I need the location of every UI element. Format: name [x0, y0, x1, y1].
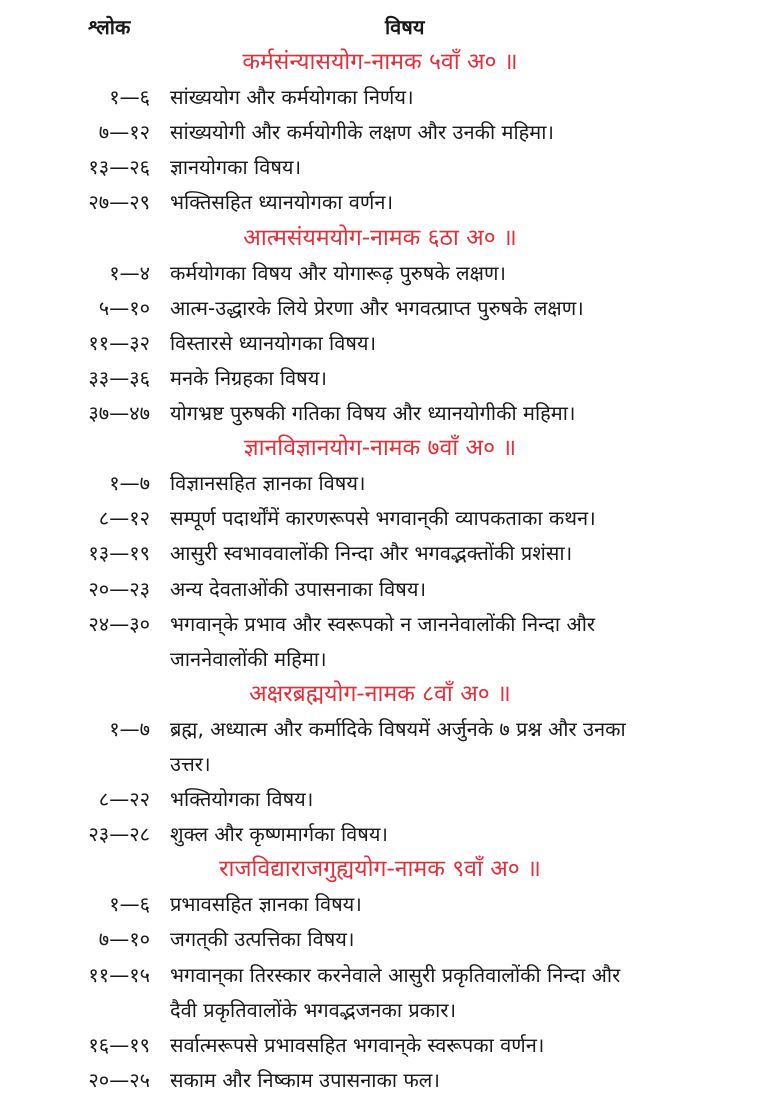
verse-range: १—४ — [109, 260, 150, 285]
subject-text: योगभ्रष्ट पुरुषकी गतिका विषय और ध्यानयोगीकी महिमा। — [170, 401, 576, 426]
verse-range: १३—१९ — [88, 541, 150, 566]
subject-text: भगवान्‌के प्रभाव और स्वरूपको न जाननेवालोंकी निन्दा और — [170, 611, 596, 636]
verse-row — [0, 607, 780, 642]
subject-text: सम्पूर्ण पदार्थोंमें कारणरूपसे भगवान्‌की व्यापकताका कथन। — [170, 506, 596, 531]
chapter-heading: राजविद्याराजगुह्ययोग-नामक ९वाँ अ० ॥ — [219, 856, 541, 883]
subject-text: कर्मयोगका विषय और योगारूढ़ पुरुषके लक्षण। — [170, 260, 506, 285]
subject-text: आत्म-उद्धारके लिये प्रेरणा और भगवत्प्राप्त पुरुषके लक्षण। — [170, 295, 584, 320]
verse-range: ५—१० — [98, 295, 150, 320]
verse-range: १—७ — [109, 471, 150, 496]
verse-range: ८—२२ — [98, 787, 150, 812]
column-headers — [0, 10, 780, 45]
verse-row — [0, 115, 780, 150]
chapter-heading: कर्मसंन्यासयोग-नामक ५वाँ अ० ॥ — [242, 49, 518, 76]
chapter-heading: ज्ञानविज्ञानयोग-नामक ७वाँ अ० ॥ — [243, 435, 517, 462]
verse-range: १६—१९ — [88, 1032, 150, 1057]
verse-row — [0, 712, 780, 747]
chapter-heading: आत्मसंयमयोग-नामक ६ठा अ० ॥ — [243, 224, 517, 251]
verse-row — [0, 536, 780, 571]
verse-row — [0, 326, 780, 361]
verse-row-continuation — [0, 993, 780, 1028]
chapter-heading: अक्षरब्रह्मयोग-नामक ८वाँ अ० ॥ — [249, 680, 511, 707]
verse-column-header: श्लोक — [88, 15, 131, 39]
verse-row-continuation — [0, 642, 780, 677]
verse-range: ३३—३६ — [88, 365, 150, 390]
subject-text: शुक्ल और कृष्णमार्गका विषय। — [170, 822, 389, 847]
subject-text: विस्तारसे ध्यानयोगका विषय। — [170, 330, 377, 355]
verse-row — [0, 501, 780, 536]
verse-range: २७—२९ — [88, 190, 150, 215]
verse-range: १३—२६ — [88, 155, 150, 180]
verse-range: ११—३२ — [88, 330, 150, 355]
subject-text: आसुरी स्वभाववालोंकी निन्दा और भगवद्भक्तोंकी प्रशंसा। — [170, 541, 573, 566]
verse-range: २०—२५ — [88, 1067, 150, 1092]
subject-text: प्रभावसहित ज्ञानका विषय। — [170, 892, 362, 917]
verse-row — [0, 922, 780, 957]
verse-row — [0, 466, 780, 501]
verse-row — [0, 817, 780, 852]
verse-range: ३७—४७ — [88, 401, 150, 426]
subject-text: सांख्ययोग और कर्मयोगका निर्णय। — [170, 85, 414, 110]
subject-text: विज्ञानसहित ज्ञानका विषय। — [170, 471, 366, 496]
subject-text-continued: दैवी प्रकृतिवालोंके भगवद्भजनका प्रकार। — [170, 997, 457, 1022]
subject-text: अन्य देवताओंकी उपासनाका विषय। — [170, 576, 427, 601]
verse-range: १—७ — [109, 716, 150, 741]
subject-text: भक्तियोगका विषय। — [170, 787, 314, 812]
verse-row — [0, 887, 780, 922]
verse-row — [0, 150, 780, 185]
subject-text: सांख्ययोगी और कर्मयोगीके लक्षण और उनकी महिमा। — [170, 120, 554, 145]
verse-row-continuation — [0, 747, 780, 782]
verse-row — [0, 958, 780, 993]
verse-row — [0, 80, 780, 115]
verse-row — [0, 1063, 780, 1098]
verse-row — [0, 782, 780, 817]
verse-range: ८—१२ — [98, 506, 150, 531]
subject-text: भगवान्‌का तिरस्कार करनेवाले आसुरी प्रकृतिवालोंकी निन्दा और — [170, 962, 621, 987]
subject-column-header: विषय — [385, 15, 425, 39]
subject-text: सकाम और निष्काम उपासनाका फल। — [170, 1067, 440, 1092]
verse-row — [0, 256, 780, 291]
verse-range: १—६ — [109, 85, 150, 110]
subject-text: जगत्‌की उत्पत्तिका विषय। — [170, 927, 355, 952]
subject-text-continued: जाननेवालोंकी महिमा। — [170, 646, 327, 671]
subject-text: सर्वात्मरूपसे प्रभावसहित भगवान्‌के स्वरूपका वर्णन। — [170, 1032, 545, 1057]
subject-text: ज्ञानयोगका विषय। — [170, 155, 302, 180]
subject-text: ब्रह्म, अध्यात्म और कर्मादिके विषयमें अर्जुनके ७ प्रश्न और उनका — [170, 716, 626, 741]
verse-row — [0, 572, 780, 607]
verse-range: ७—१० — [98, 927, 150, 952]
verse-row — [0, 396, 780, 431]
subject-text: मनके निग्रहका विषय। — [170, 365, 327, 390]
verse-row — [0, 1028, 780, 1063]
verse-range: ७—१२ — [98, 120, 150, 145]
verse-row — [0, 361, 780, 396]
verse-range: २०—२३ — [88, 576, 150, 601]
verse-range: १—६ — [109, 892, 150, 917]
subject-text: भक्तिसहित ध्यानयोगका वर्णन। — [170, 190, 394, 215]
chapter-sections — [0, 45, 780, 1098]
verse-range: ११—१५ — [88, 962, 150, 987]
verse-row — [0, 185, 780, 220]
verse-range: २३—२८ — [88, 822, 150, 847]
verse-row — [0, 291, 780, 326]
verse-range: २४—३० — [88, 611, 150, 636]
subject-text-continued: उत्तर। — [170, 751, 211, 776]
